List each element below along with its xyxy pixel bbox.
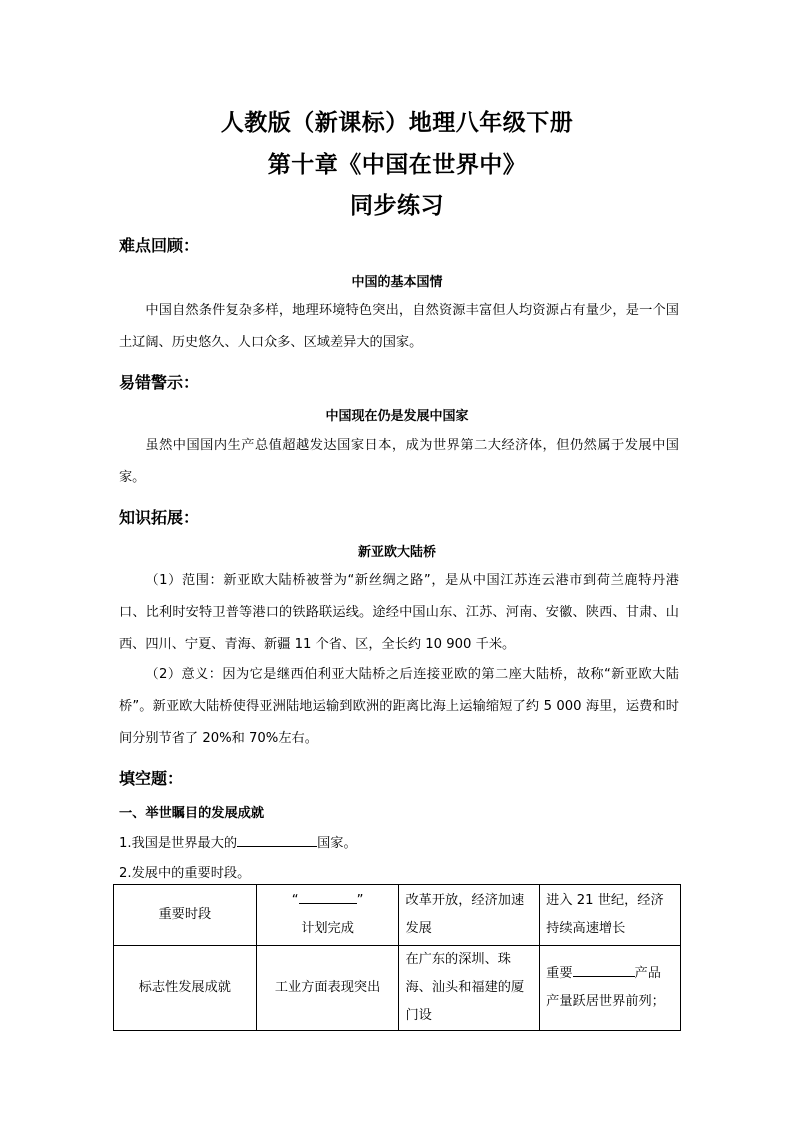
doc-title-line3: 同步练习 <box>350 192 444 219</box>
question-2: 2.发展中的重要时段。 <box>119 866 251 881</box>
paragraph-developing-country: 虽然中国国内生产总值超越发达国家日本，成为世界第二大经济体，但仍然属于发展中国家。 <box>119 438 679 485</box>
table-cell-industry: 工业方面表现突出 <box>256 946 399 1031</box>
paragraph-land-bridge-scope: （1）范围：新亚欧大陆桥被誉为“新丝绸之路”，是从中国江苏连云港市到荷兰鹿特丹港口、比利时安特卫普等港口的铁路联运线。途经中国山东、江苏、河南、安徽、陕西、甘肃、山西、四川、宁夏、青海、新疆 11 个省、区，全长约 10 900 千米。 <box>119 573 679 652</box>
question-1-text-after: 国家。 <box>317 836 357 851</box>
subheading-basic-conditions: 中国的基本国情 <box>351 275 443 290</box>
subheading-land-bridge: 新亚欧大陆桥 <box>357 545 436 560</box>
table-row <box>114 885 681 946</box>
table-cell-21st-century: 进入 21 世纪，经济持续高速增长 <box>540 885 681 946</box>
table-cell-special-zones: 在广东的深圳、珠海、汕头和福建的厦门设 <box>399 946 540 1031</box>
table-plan-blank[interactable] <box>299 889 357 904</box>
table-row <box>114 946 681 1031</box>
paragraph-land-bridge-significance: （2）意义：因为它是继西伯利亚大陆桥之后连接亚欧的第二座大陆桥，故称“新亚欧大陆桥”。新亚欧大陆桥使得亚洲陆地运输到欧洲的距离比海上运输缩短了约 5 000 海里，运费和时间分别节省了 20%和 70%左右。 <box>119 667 679 746</box>
table-cell-period-label: 重要时段 <box>114 885 257 946</box>
development-periods-table <box>113 884 681 1031</box>
question-1 <box>119 832 357 851</box>
section-heading-mistakes: 易错警示： <box>119 373 200 392</box>
table-cell-achievement-label: 标志性发展成就 <box>114 946 257 1031</box>
table-products-blank[interactable] <box>573 962 635 977</box>
part-title-achievements: 一、举世瞩目的发展成就 <box>119 806 265 821</box>
section-heading-difficulty: 难点回顾： <box>119 236 200 255</box>
paragraph-basic-conditions: 中国自然条件复杂多样，地理环境特色突出，自然资源丰富但人均资源占有量少，是一个国土辽阔、历史悠久、人口众多、区域差异大的国家。 <box>119 303 679 350</box>
doc-title-line1: 人教版（新课标）地理八年级下册 <box>220 109 574 136</box>
table-cell-reform: 改革开放，经济加速发展 <box>399 885 540 946</box>
section-heading-extension: 知识拓展： <box>119 508 200 527</box>
question-1-blank[interactable] <box>237 832 317 847</box>
doc-title-line2: 第十章《中国在世界中》 <box>267 151 527 178</box>
table-plan-complete-text: 计划完成 <box>301 921 354 936</box>
section-heading-fill-blank: 填空题： <box>119 769 184 788</box>
subheading-developing-country: 中国现在仍是发展中国家 <box>325 409 469 424</box>
question-1-text-before: 1.我国是世界最大的 <box>119 836 238 851</box>
table-cell-plan: “ ” 计划完成 <box>256 885 399 946</box>
table-cell-products: 重要 产品产量跃居世界前列； <box>540 946 681 1031</box>
